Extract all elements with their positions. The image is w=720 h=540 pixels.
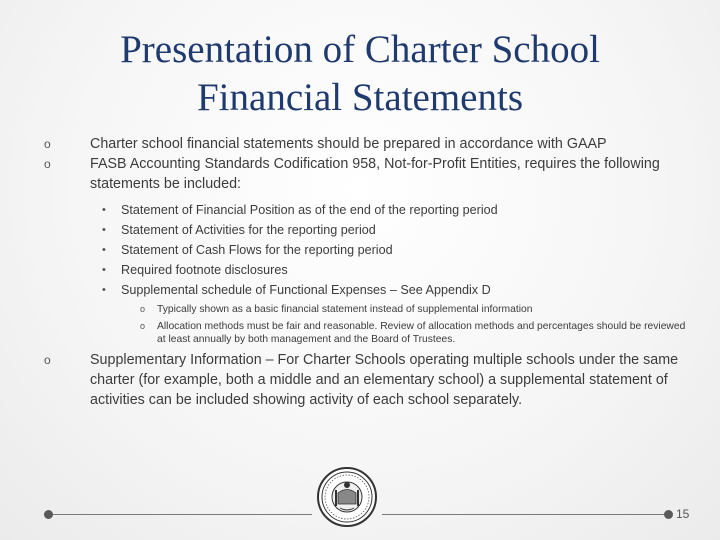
circle-bullet-icon: o: [44, 353, 51, 367]
dot-bullet-icon: •: [102, 204, 106, 216]
note-text: Typically shown as a basic financial statement instead of supplemental information: [157, 304, 533, 315]
sub-bullet-activities: [44, 220, 694, 240]
sub-bullet-text: Statement of Cash Flows for the reporting period: [121, 243, 393, 257]
state-seal-icon: [316, 466, 378, 528]
sub-bullet-text: Statement of Financial Position as of the end of the reporting period: [121, 203, 498, 217]
sub-bullet-text: Supplemental schedule of Functional Expenses – See Appendix D: [121, 283, 491, 297]
title-line-2: Financial Statements: [196, 76, 523, 119]
bullet-list: [44, 134, 694, 410]
sub-bullet-footnotes: [44, 260, 694, 280]
circle-bullet-icon: o: [140, 321, 146, 331]
circle-bullet-icon: o: [44, 137, 51, 151]
dot-bullet-icon: •: [102, 244, 106, 256]
sub-bullet-text: Required footnote disclosures: [121, 263, 288, 277]
bullet-text: FASB Accounting Standards Codification 958, Not-for-Profit Entities, requires the following statements be included:: [90, 156, 660, 192]
note-allocation-methods: [44, 320, 694, 346]
dot-bullet-icon: •: [102, 284, 106, 296]
page-number: 15: [676, 507, 690, 521]
footer-dot-right-icon: [664, 510, 673, 519]
sub-bullet-functional-expenses: [44, 280, 694, 300]
bullet-text: Charter school financial statements should be prepared in accordance with GAAP: [90, 136, 607, 152]
statement-list: [44, 200, 694, 346]
title-line-1: Presentation of Charter School: [120, 28, 600, 71]
dot-bullet-icon: •: [102, 264, 106, 276]
footer-rule-left: [48, 514, 312, 515]
bullet-supplementary-info: [44, 350, 694, 410]
circle-bullet-icon: o: [140, 304, 146, 314]
bullet-gaap: [44, 134, 694, 154]
sub-bullet-text: Statement of Activities for the reporting period: [121, 223, 376, 237]
bullet-text: Supplementary Information – For Charter Schools operating multiple schools under the same charter (for example, both a middle and an elementary school) a supplemental statement of activities can be included showing activity of each school separately.: [90, 352, 679, 408]
note-basic-statement: [44, 303, 694, 316]
footer-dot-left-icon: [44, 510, 53, 519]
note-text: Allocation methods must be fair and reasonable. Review of allocation methods and percentages should be reviewed at least annually by both management and the Board of Trustees.: [157, 321, 686, 345]
sub-bullet-financial-position: [44, 200, 694, 220]
footer-rule-right: [382, 514, 668, 515]
dot-bullet-icon: •: [102, 224, 106, 236]
slide-title: [60, 26, 660, 122]
sub-bullet-cash-flows: [44, 240, 694, 260]
bullet-fasb: [44, 154, 694, 194]
functional-expenses-notes: [44, 303, 694, 346]
circle-bullet-icon: o: [44, 157, 51, 171]
